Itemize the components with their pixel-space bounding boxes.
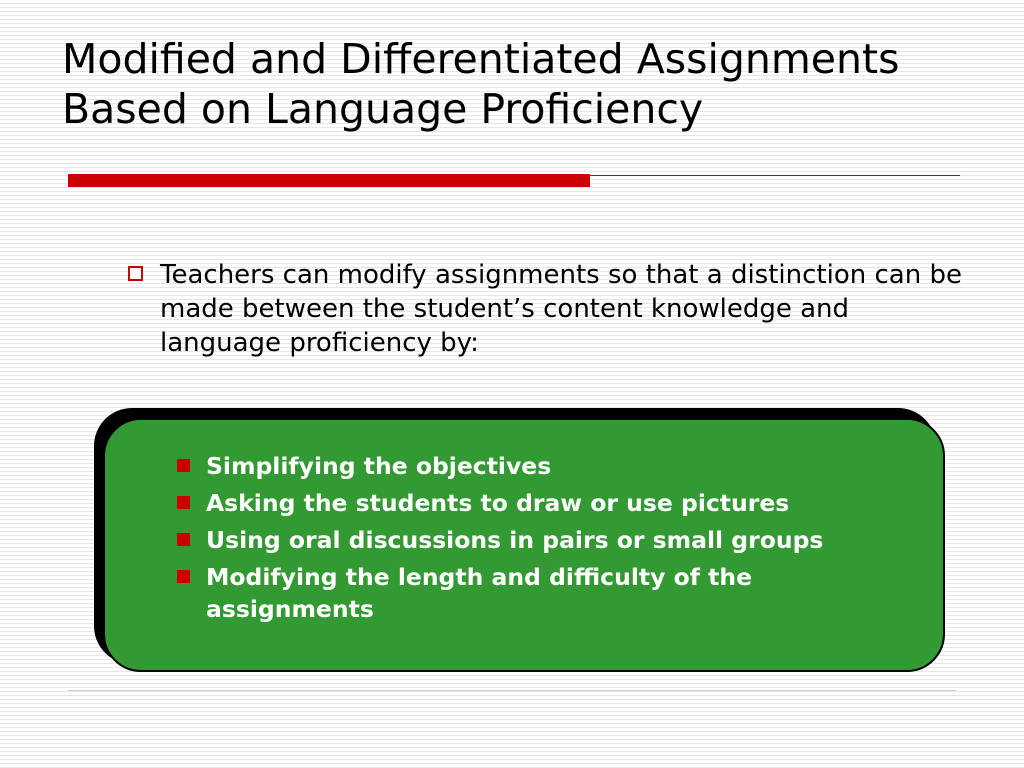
list-item — [175, 561, 915, 625]
filled-square-bullet-icon — [177, 496, 190, 509]
list-item-text: Simplifying the objectives — [206, 452, 552, 480]
filled-square-bullet-icon — [177, 570, 190, 583]
list-item-text: Modifying the length and difficulty of the assignments — [206, 563, 753, 623]
list-item-text: Using oral discussions in pairs or small groups — [206, 526, 824, 554]
slide-title-line-1: Modified and Differentiated Assignments — [62, 35, 900, 83]
title-underline-thick — [68, 174, 590, 187]
filled-square-bullet-icon — [177, 459, 190, 472]
list-item-text: Asking the students to draw or use pictures — [206, 489, 790, 517]
slide-title — [62, 34, 1002, 134]
filled-square-bullet-icon — [177, 533, 190, 546]
hollow-square-bullet-icon — [128, 266, 143, 281]
list-item — [175, 524, 915, 556]
list-item — [175, 487, 915, 519]
list-item — [175, 450, 915, 482]
title-underline-thin — [590, 175, 960, 176]
intro-text: Teachers can modify assignments so that a distinction can be made between the student’s content knowledge and language proficiency by: — [160, 260, 962, 358]
intro-paragraph — [128, 258, 968, 360]
strategy-list — [175, 450, 915, 630]
footer-divider — [68, 690, 956, 691]
slide-title-line-2: Based on Language Proficiency — [62, 85, 704, 133]
